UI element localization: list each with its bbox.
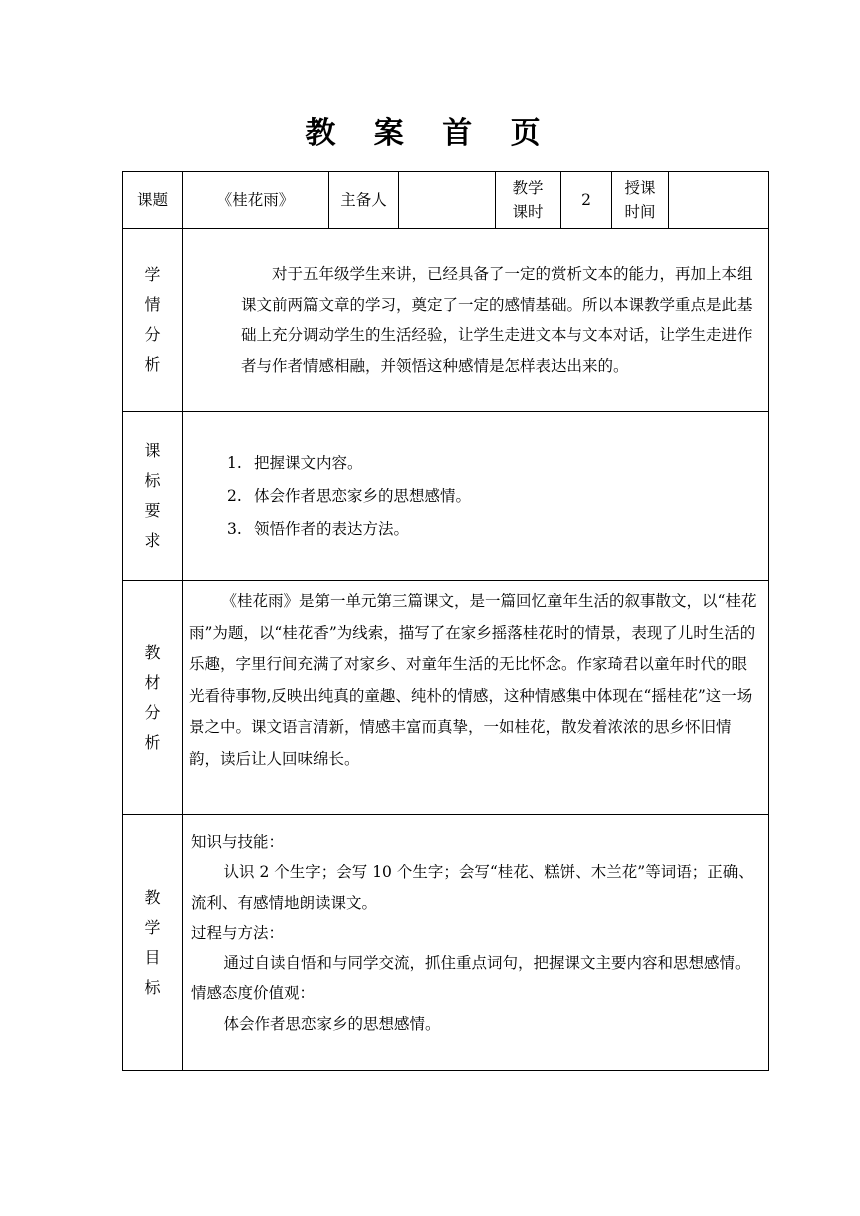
item-text: 体会作者思恋家乡的思想感情。 bbox=[254, 486, 472, 505]
teaching-goals-label bbox=[123, 815, 183, 1071]
header-row bbox=[123, 172, 769, 229]
teaching-goals-row bbox=[123, 815, 769, 1071]
label-char: 要 bbox=[144, 501, 161, 520]
learner-analysis-row bbox=[123, 229, 769, 412]
item-number: 1. bbox=[227, 453, 242, 472]
list-item bbox=[227, 447, 768, 480]
preparer-value bbox=[399, 172, 496, 229]
time-label-line2: 时间 bbox=[624, 203, 656, 221]
preparer-label: 主备人 bbox=[329, 172, 399, 229]
subject-value: 《桂花雨》 bbox=[183, 172, 329, 229]
label-char: 求 bbox=[144, 531, 161, 550]
hours-label bbox=[496, 172, 561, 229]
time-label bbox=[612, 172, 669, 229]
emotion-text: 体会作者思恋家乡的思想感情。 bbox=[223, 1014, 441, 1033]
label-char: 学 bbox=[144, 917, 161, 937]
teaching-goals-content bbox=[183, 815, 769, 1071]
item-number: 2. bbox=[227, 486, 242, 505]
label-char: 析 bbox=[144, 732, 161, 752]
process-text: 通过自读自悟和与同学交流，抓住重点词句，把握课文主要内容和思想感情。 bbox=[223, 954, 751, 973]
lesson-plan-table bbox=[122, 171, 769, 1071]
emotion-heading: 情感态度价值观： bbox=[191, 984, 316, 1003]
item-number: 3. bbox=[227, 519, 242, 538]
textbook-analysis-label bbox=[123, 581, 183, 815]
knowledge-heading: 知识与技能： bbox=[191, 833, 285, 851]
hours-value: 2 bbox=[561, 172, 612, 229]
textbook-analysis-content: 《桂花雨》是第一单元第三篇课文，是一篇回忆童年生活的叙事散文，以“桂花雨”为题，以“桂花香”为线索，描写了在家乡摇落桂花时的情景，表现了儿时生活的乐趣，字里行间充满了对家乡、对童年生活的无比怀念。作家琦君以童年时代的眼光看待事物,反映出纯真的童趣、纯朴的情感，这种情感集中体现在“摇桂花”这一场景之中。课文语言清新，情感丰富而真挚，一如桂花，散发着浓浓的思乡怀旧情韵，读后让人回味绵长。 bbox=[183, 581, 769, 815]
label-char: 教 bbox=[144, 887, 161, 907]
hours-label-line1: 教学 bbox=[512, 179, 544, 197]
item-text: 把握课文内容。 bbox=[254, 453, 363, 472]
time-value bbox=[669, 172, 769, 229]
label-char: 析 bbox=[144, 355, 161, 374]
label-char: 材 bbox=[144, 672, 161, 692]
label-char: 学 bbox=[144, 265, 161, 284]
subject-label: 课题 bbox=[123, 172, 183, 229]
time-label-line1: 授课 bbox=[624, 179, 656, 197]
label-char: 分 bbox=[144, 702, 161, 722]
label-char: 教 bbox=[144, 642, 161, 662]
label-char: 标 bbox=[144, 471, 161, 490]
hours-label-line2: 课时 bbox=[512, 203, 544, 221]
curriculum-requirements-label bbox=[123, 412, 183, 581]
label-char: 课 bbox=[144, 441, 161, 460]
label-char: 情 bbox=[144, 295, 161, 314]
knowledge-text: 认识 2 个生字；会写 10 个生字；会写“桂花、糕饼、木兰花”等词语；正确、流利、有感情地朗读课文。 bbox=[191, 863, 754, 912]
learner-analysis-label bbox=[123, 229, 183, 412]
list-item bbox=[227, 480, 768, 513]
page-title: 教 案 首 页 bbox=[305, 116, 555, 151]
requirements-list bbox=[183, 447, 768, 546]
label-char: 标 bbox=[144, 977, 161, 997]
process-heading: 过程与方法： bbox=[191, 923, 285, 942]
label-char: 分 bbox=[144, 325, 161, 344]
curriculum-requirements-row bbox=[123, 412, 769, 581]
curriculum-requirements-content bbox=[183, 412, 769, 581]
list-item bbox=[227, 513, 768, 546]
label-char: 目 bbox=[144, 947, 161, 967]
item-text: 领悟作者的表达方法。 bbox=[254, 519, 410, 538]
learner-analysis-content bbox=[183, 229, 769, 412]
learner-analysis-text: 对于五年级学生来讲，已经具备了一定的赏析文本的能力，再加上本组课文前两篇文章的学习，奠定了一定的感情基础。所以本课教学重点是此基础上充分调动学生的生活经验，让学生走进文本与文本对话，让学生走进作者与作者情感相融，并领悟这种感情是怎样表达出来的。 bbox=[241, 265, 753, 375]
textbook-analysis-row bbox=[123, 581, 769, 815]
